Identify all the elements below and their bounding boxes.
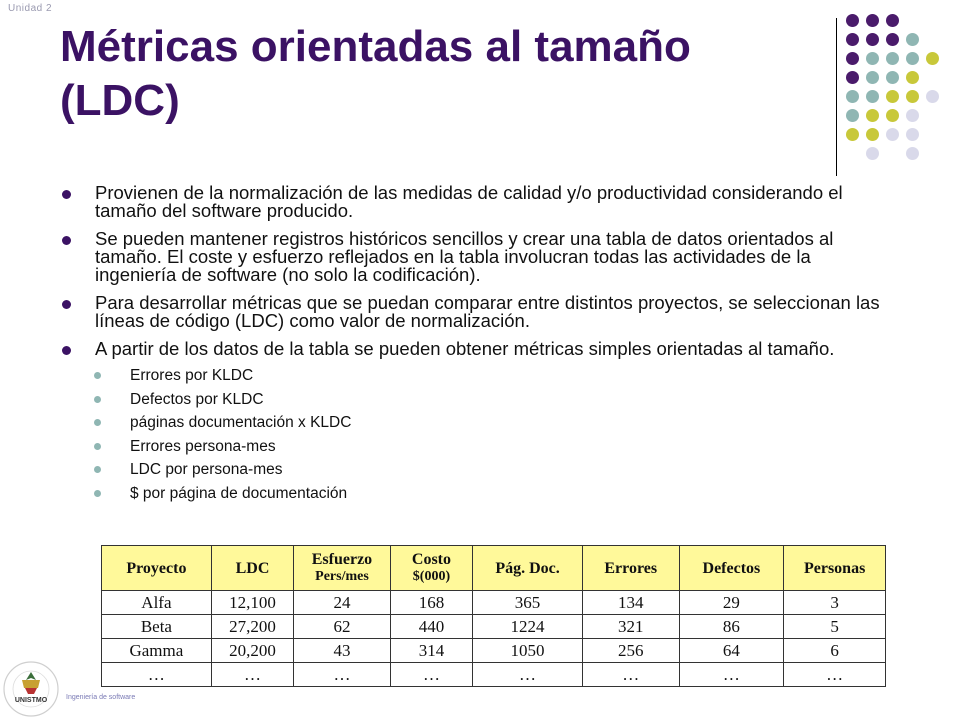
- table-cell: …: [102, 663, 212, 687]
- table-cell: 134: [582, 591, 679, 615]
- table-cell: …: [390, 663, 472, 687]
- decor-dot: [886, 52, 899, 65]
- table-row: [102, 639, 886, 663]
- decor-dot: [846, 52, 859, 65]
- table-cell: Gamma: [102, 639, 212, 663]
- slide-body: [62, 184, 892, 505]
- table-cell: …: [294, 663, 391, 687]
- decor-dot: [906, 33, 919, 46]
- table-cell: …: [679, 663, 784, 687]
- bullet-item: A partir de los datos de la tabla se pueden obtener métricas simples orientadas al tamaño.: [62, 340, 892, 358]
- table-cell: 256: [582, 639, 679, 663]
- decor-dot: [846, 90, 859, 103]
- sub-bullet-item: Errores persona-mes: [94, 435, 892, 459]
- decor-dot: [906, 147, 919, 160]
- decor-dot: [906, 109, 919, 122]
- sub-bullet-item: páginas documentación x KLDC: [94, 411, 892, 435]
- table-cell: …: [582, 663, 679, 687]
- table-cell: 64: [679, 639, 784, 663]
- decor-dot: [886, 128, 899, 141]
- table-cell: …: [473, 663, 583, 687]
- footer-course-name: Ingeniería de software: [66, 694, 136, 701]
- column-header: Proyecto: [102, 546, 212, 591]
- table-cell: 27,200: [211, 615, 293, 639]
- table-cell: 12,100: [211, 591, 293, 615]
- column-header: Defectos: [679, 546, 784, 591]
- table-cell: 314: [390, 639, 472, 663]
- table-cell: 86: [679, 615, 784, 639]
- decor-dot: [846, 14, 859, 27]
- table-cell: 29: [679, 591, 784, 615]
- table-row: [102, 591, 886, 615]
- decor-dot: [866, 90, 879, 103]
- decor-dot: [846, 109, 859, 122]
- table-cell: 24: [294, 591, 391, 615]
- decor-dot: [846, 71, 859, 84]
- decor-dot: [866, 147, 879, 160]
- decor-dot: [926, 52, 939, 65]
- decor-dot: [886, 14, 899, 27]
- table-cell: Beta: [102, 615, 212, 639]
- table-cell: 1224: [473, 615, 583, 639]
- slide-title: Métricas orientadas al tamaño (LDC): [60, 22, 691, 125]
- table-cell: 43: [294, 639, 391, 663]
- table-cell: Alfa: [102, 591, 212, 615]
- table-cell: 1050: [473, 639, 583, 663]
- decor-dot: [866, 33, 879, 46]
- university-seal-logo: [0, 658, 62, 720]
- column-header: Pág. Doc.: [473, 546, 583, 591]
- decor-dot: [886, 109, 899, 122]
- decor-dot: [906, 71, 919, 84]
- column-header: Personas: [784, 546, 886, 591]
- seal-emblem-base: [25, 688, 37, 694]
- column-header: Esfuerzo Pers/mes: [294, 546, 391, 591]
- decor-dot: [846, 128, 859, 141]
- table-cell: …: [211, 663, 293, 687]
- table-cell: 6: [784, 639, 886, 663]
- size-metrics-table: [101, 545, 886, 687]
- decor-dot: [906, 52, 919, 65]
- table-header-row: [102, 546, 886, 591]
- table-cell: 440: [390, 615, 472, 639]
- decor-dot: [866, 71, 879, 84]
- table-cell: 3: [784, 591, 886, 615]
- table-cell: 168: [390, 591, 472, 615]
- table-cell: 5: [784, 615, 886, 639]
- table-cell: …: [784, 663, 886, 687]
- table-row: [102, 663, 886, 687]
- sub-bullet-item: LDC por persona-mes: [94, 458, 892, 482]
- bullet-item: Provienen de la normalización de las medidas de calidad y/o productividad considerando el tamaño del software producido.: [62, 184, 892, 220]
- column-header: Errores: [582, 546, 679, 591]
- decor-dot: [866, 128, 879, 141]
- decor-dot: [866, 109, 879, 122]
- column-header: Costo $(000): [390, 546, 472, 591]
- sub-bullet-item: $ por página de documentación: [94, 482, 892, 506]
- seal-logo-text: UNISTMO: [14, 697, 48, 704]
- decor-dot: [906, 128, 919, 141]
- title-divider-line: [836, 18, 837, 176]
- table-cell: 20,200: [211, 639, 293, 663]
- decor-dot: [926, 90, 939, 103]
- decor-dot: [886, 33, 899, 46]
- sub-bullet-item: Defectos por KLDC: [94, 388, 892, 412]
- decor-dot: [866, 14, 879, 27]
- bullet-item: Para desarrollar métricas que se puedan comparar entre distintos proyectos, se seleccionan las líneas de código (LDC) como valor de normalización.: [62, 294, 892, 330]
- decor-dot: [866, 52, 879, 65]
- seal-emblem-body: [22, 680, 40, 688]
- decor-dot: [886, 90, 899, 103]
- table-row: [102, 615, 886, 639]
- unit-label: Unidad 2: [8, 3, 53, 14]
- sub-bullet-list: [62, 364, 892, 505]
- seal-emblem-top: [26, 672, 36, 680]
- column-header: LDC: [211, 546, 293, 591]
- table-cell: 62: [294, 615, 391, 639]
- table-cell: 365: [473, 591, 583, 615]
- bullet-item: Se pueden mantener registros históricos sencillos y crear una tabla de datos orientados al tamaño. El coste y esfuerzo reflejados en la tabla involucran todas las actividades de la ingeniería de software (no solo la codificación).: [62, 230, 892, 284]
- sub-bullet-item: Errores por KLDC: [94, 364, 892, 388]
- decor-dot: [906, 90, 919, 103]
- decor-dot: [886, 71, 899, 84]
- table-cell: 321: [582, 615, 679, 639]
- decor-dot: [846, 33, 859, 46]
